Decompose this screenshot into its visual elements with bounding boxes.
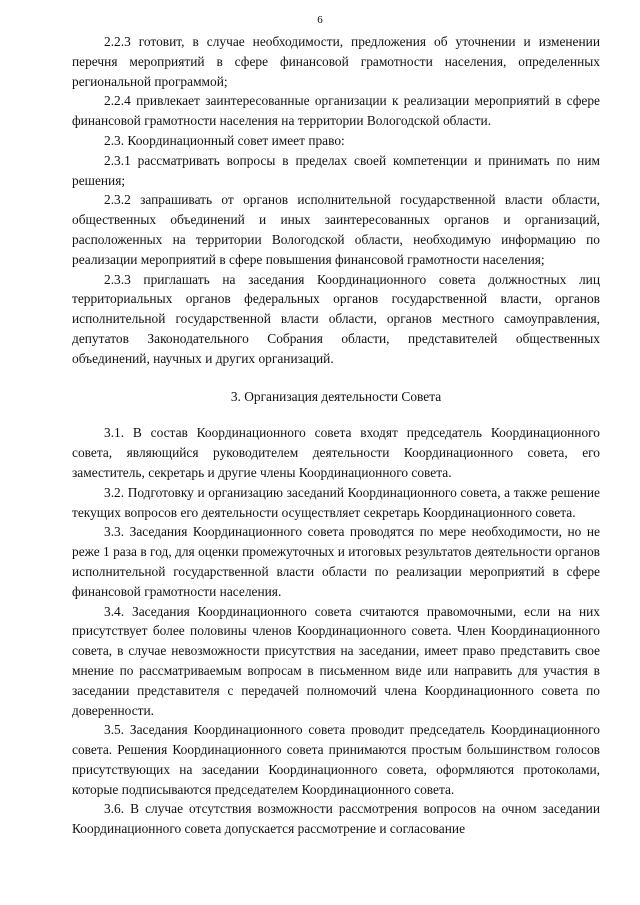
paragraph-2-3: 2.3. Координационный совет имеет право: bbox=[104, 132, 345, 148]
paragraph-3-2: 3.2. Подготовку и организацию заседаний Координационного совета, а также решение текущих вопросов его деятельности осуществляет секретарь Координационного совета. bbox=[72, 484, 600, 520]
document-body bbox=[72, 32, 600, 839]
paragraph-3-4: 3.4. Заседания Координационного совета считаются правомочными, если на них присутствует более половины членов Координационного совета. Член Координационного совета, в случае невозможности присутствия на заседании, имеет право представить свое мнение по рассматриваемым вопросам в письменном виде или направить для участия в заседании представителя с передачей полномочий члена Координационного совета по доверенности. bbox=[72, 603, 600, 718]
paragraph-2-2-4: 2.2.4 привлекает заинтересованные организации к реализации мероприятий в сфере финансовой грамотности населения на территории Вологодской области. bbox=[72, 93, 600, 129]
page-number: 6 bbox=[317, 14, 323, 26]
paragraph-3-5: 3.5. Заседания Координационного совета проводит председатель Координационного совета. Решения Координационного совета принимаются простым большинством голосов присутствующих на заседании Координационного совета, оформляются протоколами, которые подписываются председателем Координационного совета. bbox=[72, 722, 600, 797]
paragraph-2-2-3: 2.2.3 готовит, в случае необходимости, предложения об уточнении и изменении перечня мероприятий в сфере финансовой грамотности населения, определенных региональной программой; bbox=[72, 34, 600, 89]
paragraph-2-3-2: 2.3.2 запрашивать от органов исполнительной государственной власти области, общественных объединений и иных заинтересованных органов и организаций, расположенных на территории Вологодской области, необходимую информацию по реализации мероприятий в сфере повышения финансовой грамотности населения; bbox=[72, 192, 600, 267]
paragraph-3-1: 3.1. В состав Координационного совета входят председатель Координационного совета, являющийся руководителем деятельности Координационного совета, его заместитель, секретарь и другие члены Координационного совета. bbox=[72, 425, 600, 480]
paragraph-3-3: 3.3. Заседания Координационного совета проводятся по мере необходимости, но не реже 1 раза в год, для оценки промежуточных и итоговых результатов деятельности органов исполнительной государственной власти области по реализации мероприятий в сфере финансовой грамотности населения. bbox=[72, 524, 600, 599]
paragraph-2-3-3: 2.3.3 приглашать на заседания Координационного совета должностных лиц территориальных органов федеральных органов государственной власти, органов исполнительной государственной власти области, органов местного самоуправления, депутатов Законодательного Собрания области, представителей общественных объединений, научных и других организаций. bbox=[72, 271, 600, 366]
paragraph-2-3-1: 2.3.1 рассматривать вопросы в пределах своей компетенции и принимать по ним решения; bbox=[72, 152, 600, 188]
section-heading: 3. Организация деятельности Совета bbox=[230, 388, 442, 404]
paragraph-3-6: 3.6. В случае отсутствия возможности рассмотрения вопросов на очном заседании Координационного совета допускается рассмотрение и согласование bbox=[72, 801, 600, 837]
